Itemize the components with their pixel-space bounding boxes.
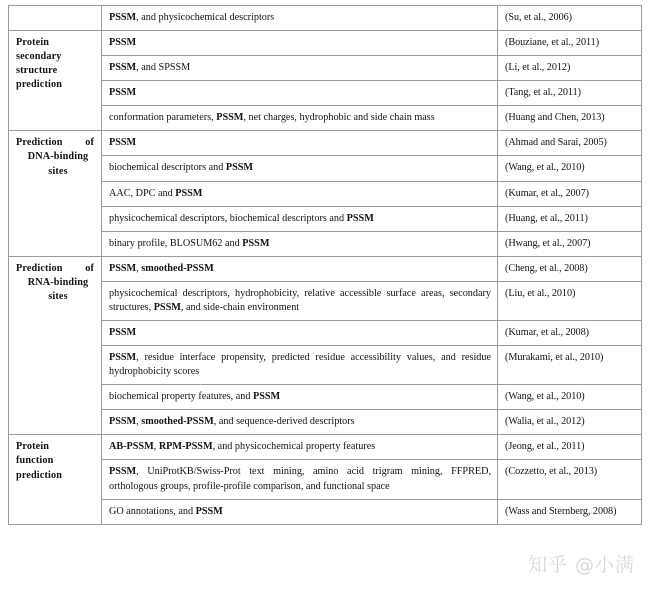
table-row: [9, 156, 642, 181]
category-line: structure: [16, 65, 58, 77]
table-row: [9, 206, 642, 231]
table-body: [9, 6, 642, 525]
table-row: [9, 106, 642, 131]
features-cell: physicochemical descriptors, biochemical descriptors and PSSM: [102, 206, 498, 231]
category-line: Prediction of: [16, 137, 94, 149]
features-cell: conformation parameters, PSSM, net charges, hydrophobic and side chain mass: [102, 106, 498, 131]
reference-cell: (Li, et al., 2012): [498, 56, 642, 81]
reference-cell: (Wang, et al., 2010): [498, 385, 642, 410]
reference-cell: (Su, et al., 2006): [498, 6, 642, 31]
zhihu-watermark: [528, 552, 640, 582]
category-cell: [9, 256, 102, 435]
category-line: function: [16, 455, 54, 467]
table-row: [9, 385, 642, 410]
category-line: secondary: [16, 51, 62, 63]
reference-cell: (Cozzetto, et al., 2013): [498, 460, 642, 499]
table-row: [9, 410, 642, 435]
table-row: [9, 256, 642, 281]
reference-cell: (Tang, et al., 2011): [498, 81, 642, 106]
features-cell: PSSM: [102, 131, 498, 156]
reference-cell: (Kumar, et al., 2007): [498, 181, 642, 206]
features-cell: GO annotations, and PSSM: [102, 499, 498, 524]
table-row: [9, 435, 642, 460]
table-row: [9, 6, 642, 31]
features-cell: binary profile, BLOSUM62 and PSSM: [102, 231, 498, 256]
reference-cell: (Walia, et al., 2012): [498, 410, 642, 435]
features-cell: PSSM: [102, 81, 498, 106]
reference-cell: (Huang and Chen, 2013): [498, 106, 642, 131]
features-cell: PSSM, UniProtKB/Swiss-Prot text mining, amino acid trigram mining, FFPRED, orthologous groups, profile-profile comparison, and functional space: [102, 460, 498, 499]
feature-reference-table-container: [8, 5, 641, 525]
features-cell: PSSM: [102, 321, 498, 346]
features-cell: AAC, DPC and PSSM: [102, 181, 498, 206]
watermark-text: 知乎 @小满: [528, 554, 636, 576]
table-row: [9, 499, 642, 524]
feature-reference-table: [8, 5, 642, 525]
features-cell: biochemical property features, and PSSM: [102, 385, 498, 410]
reference-cell: (Murakami, et al., 2010): [498, 346, 642, 385]
table-row: [9, 346, 642, 385]
table-row: [9, 131, 642, 156]
features-cell: AB-PSSM, RPM-PSSM, and physicochemical property features: [102, 435, 498, 460]
category-line: DNA-binding sites: [27, 151, 89, 177]
reference-cell: (Wang, et al., 2010): [498, 156, 642, 181]
reference-cell: (Liu, et al., 2010): [498, 281, 642, 320]
reference-cell: (Hwang, et al., 2007): [498, 231, 642, 256]
features-cell: PSSM, and SPSSM: [102, 56, 498, 81]
features-cell: biochemical descriptors and PSSM: [102, 156, 498, 181]
reference-cell: (Huang, et al., 2011): [498, 206, 642, 231]
table-row: [9, 81, 642, 106]
table-row: [9, 181, 642, 206]
reference-cell: (Ahmad and Sarai, 2005): [498, 131, 642, 156]
table-row: [9, 56, 642, 81]
reference-cell: (Jeong, et al., 2011): [498, 435, 642, 460]
features-cell: PSSM, and physicochemical descriptors: [102, 6, 498, 31]
reference-cell: (Kumar, et al., 2008): [498, 321, 642, 346]
features-cell: physicochemical descriptors, hydrophobicity, relative accessible surface areas, secondary structures, PSSM, and side-chain environment: [102, 281, 498, 320]
category-line: prediction: [16, 79, 63, 91]
category-line: Protein: [16, 37, 50, 49]
category-line: Prediction of: [16, 262, 94, 274]
table-row: [9, 31, 642, 56]
features-cell: PSSM, smoothed-PSSM, and sequence-derived descriptors: [102, 410, 498, 435]
category-cell: [9, 31, 102, 131]
category-line: RNA-binding sites: [27, 276, 89, 302]
table-row: [9, 231, 642, 256]
features-cell: PSSM: [102, 31, 498, 56]
reference-cell: (Cheng, et al., 2008): [498, 256, 642, 281]
features-cell: PSSM, residue interface propensity, predicted residue accessibility values, and residue hydrophobicity scores: [102, 346, 498, 385]
table-row: [9, 321, 642, 346]
category-cell: [9, 6, 102, 31]
category-line: Protein: [16, 441, 50, 453]
features-cell: PSSM, smoothed-PSSM: [102, 256, 498, 281]
category-cell: [9, 435, 102, 524]
category-cell: [9, 131, 102, 256]
category-line: prediction: [16, 469, 63, 481]
reference-cell: (Wass and Sternberg, 2008): [498, 499, 642, 524]
reference-cell: (Bouziane, et al., 2011): [498, 31, 642, 56]
table-row: [9, 460, 642, 499]
table-row: [9, 281, 642, 320]
